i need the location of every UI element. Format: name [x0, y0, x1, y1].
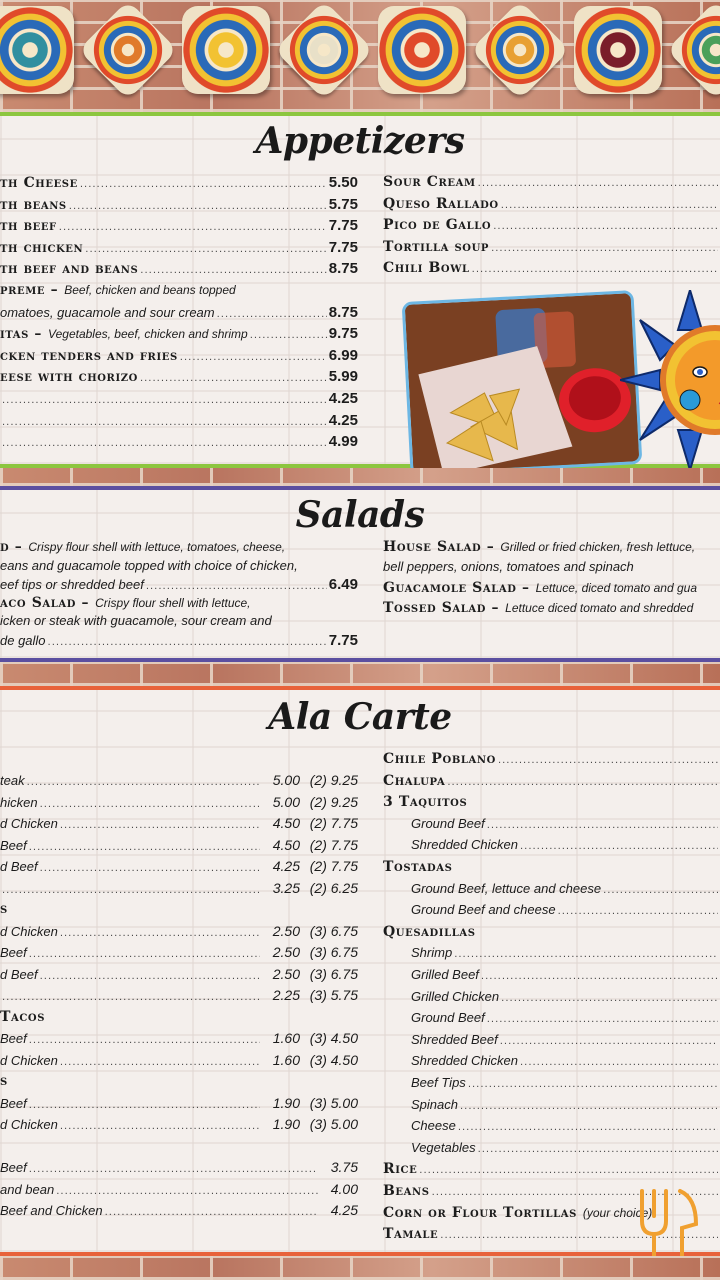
item-price: 7.75 — [328, 238, 358, 256]
menu-item — [0, 901, 358, 922]
talavera-sun-icon — [620, 290, 720, 470]
menu-item — [383, 902, 720, 923]
item-name: Tortilla soup — [383, 238, 490, 255]
item-name: Beef and Chicken — [0, 1203, 103, 1218]
item-price: 2.50 — [272, 944, 300, 960]
item-name: Beef — [0, 1160, 27, 1175]
menu-item — [383, 945, 720, 966]
item-name: d Chicken — [0, 1052, 58, 1068]
menu-item — [0, 433, 358, 454]
item-name: d Chicken — [0, 1117, 58, 1132]
dot-leader — [2, 395, 327, 406]
item-name: s — [0, 901, 8, 917]
menu-item — [0, 815, 358, 836]
dot-leader — [498, 755, 718, 766]
item-name: teak — [0, 773, 25, 788]
salads-title: Salads — [295, 494, 425, 536]
item-price: 6.49 — [328, 576, 358, 594]
dot-leader — [69, 201, 327, 212]
menu-item — [383, 773, 720, 794]
dot-leader — [419, 1165, 718, 1176]
item-price: 4.25 — [272, 858, 300, 874]
item-name: d Chicken — [0, 923, 58, 939]
menu-item — [0, 1052, 358, 1073]
item-multi-price: (3) 6.75 — [309, 922, 358, 939]
item-price: 1.60 — [272, 1051, 300, 1068]
item-price: 6.99 — [328, 346, 358, 364]
alacarte-title: Ala Carte — [268, 696, 452, 738]
dot-leader — [48, 637, 327, 648]
appetizers-title: Appetizers — [255, 120, 465, 162]
item-price: 2.50 — [272, 965, 300, 982]
item-description: Lettuce, diced tomato and gua — [535, 580, 698, 595]
item-price: 9.75 — [328, 325, 358, 343]
menu-item — [0, 260, 358, 281]
item-name: th beans — [0, 196, 67, 213]
item-multi-price: (2) 9.25 — [309, 772, 358, 788]
item-price: 4.99 — [328, 433, 358, 451]
dot-leader — [481, 971, 718, 982]
dot-leader — [60, 1121, 260, 1132]
dot-leader — [40, 863, 260, 874]
item-price: 2.25 — [272, 987, 300, 1003]
dot-leader — [478, 1144, 718, 1155]
dot-leader — [29, 842, 260, 853]
dot-leader — [2, 438, 327, 449]
item-name: Vegetables — [411, 1139, 476, 1155]
item-name: Quesadillas — [383, 923, 476, 940]
menu-item — [383, 1161, 720, 1182]
dot-leader — [501, 200, 718, 211]
menu-item — [383, 559, 720, 580]
menu-item — [383, 837, 720, 858]
dot-leader — [472, 264, 718, 275]
item-name: Shrimp — [411, 945, 453, 961]
item-name: d – — [0, 539, 23, 555]
item-name: omatoes, guacamole and sour cream — [0, 304, 215, 320]
dot-leader — [40, 971, 260, 982]
item-name: Tossed Salad – — [383, 600, 500, 617]
menu-item — [0, 412, 358, 433]
menu-item — [0, 632, 358, 653]
item-price: 5.75 — [328, 195, 358, 213]
dot-leader — [59, 222, 327, 233]
menu-item — [0, 239, 358, 260]
dot-leader — [468, 1079, 718, 1090]
item-name: eese with chorizo — [0, 369, 138, 386]
menu-item — [0, 1009, 358, 1030]
brick-gap-2 — [0, 662, 720, 686]
item-multi-price: (2) 6.25 — [309, 879, 358, 896]
item-description: Crispy flour shell with lettuce, — [95, 595, 251, 610]
dot-leader — [500, 1036, 718, 1047]
menu-item — [383, 1097, 720, 1118]
item-name: Tacos — [0, 1008, 46, 1025]
menu-item — [383, 1140, 720, 1161]
item-name: Rice — [383, 1161, 418, 1178]
item-name: Corn or Flour Tortillas — [383, 1204, 577, 1221]
item-name: Ground Beef — [411, 815, 485, 831]
fork-knife-logo-icon — [634, 1186, 704, 1266]
menu-item — [0, 347, 358, 368]
item-name: Shredded Chicken — [411, 1053, 518, 1069]
item-price: 5.50 — [328, 174, 358, 191]
dot-leader — [2, 992, 260, 1003]
item-name: Ground Beef, lettuce and cheese — [411, 880, 602, 896]
brick-gap-1 — [0, 468, 720, 486]
item-multi-price: (2) 7.75 — [309, 858, 358, 874]
item-price: 5.99 — [328, 368, 358, 386]
dot-leader — [80, 179, 327, 190]
dot-leader — [558, 906, 718, 917]
item-price: 1.60 — [272, 1030, 300, 1046]
item-name: aco Salad – — [0, 594, 90, 611]
item-multi-price: (3) 5.00 — [309, 1094, 358, 1111]
dot-leader — [447, 777, 718, 788]
item-name: icken or steak with guacamole, sour cream and — [0, 613, 272, 629]
item-price: 2.50 — [272, 922, 300, 939]
menu-item — [383, 859, 720, 880]
item-price: 4.25 — [328, 411, 358, 429]
menu-item — [0, 1138, 358, 1159]
item-name: Beef — [0, 945, 27, 960]
menu-item — [0, 858, 358, 879]
dot-leader — [140, 373, 327, 384]
menu-item — [383, 1010, 720, 1031]
item-name: Chili Bowl — [383, 260, 470, 277]
menu-item — [0, 923, 358, 944]
menu-item — [0, 966, 358, 987]
menu-item — [383, 174, 720, 195]
item-name: Queso Rallado — [383, 195, 499, 212]
menu-item — [0, 196, 358, 217]
dot-leader — [487, 820, 718, 831]
dot-leader — [85, 244, 327, 255]
item-name: Beef — [0, 1095, 27, 1111]
item-price: 3.75 — [330, 1159, 358, 1175]
item-name: Sour Cream — [383, 174, 476, 190]
dot-leader — [454, 949, 718, 960]
item-multi-price: (3) 4.50 — [309, 1030, 358, 1046]
menu-item — [383, 967, 720, 988]
dot-leader — [2, 417, 327, 428]
menu-item — [383, 196, 720, 217]
item-name: bell peppers, onions, tomatoes and spinach — [383, 559, 634, 575]
dot-leader — [140, 265, 327, 276]
item-price: 1.90 — [272, 1094, 300, 1111]
item-name: Chile Poblano — [383, 751, 496, 767]
item-multi-price: (2) 7.75 — [309, 836, 358, 853]
item-price: 1.90 — [272, 1116, 300, 1132]
chips-salsa-illustration — [405, 293, 643, 476]
item-description: Beef, chicken and beans topped — [64, 283, 236, 297]
menu-item — [383, 751, 720, 772]
dot-leader — [460, 1101, 718, 1112]
item-name: th beef — [0, 218, 57, 235]
item-price: 4.25 — [330, 1202, 358, 1218]
dot-leader — [60, 820, 260, 831]
item-name: d Beef — [0, 859, 38, 874]
menu-item — [383, 924, 720, 945]
menu-item — [0, 282, 358, 303]
item-name: Spinach — [411, 1096, 458, 1112]
item-name: Shredded Beef — [411, 1031, 498, 1047]
dot-leader — [2, 885, 260, 896]
item-name: eans and guacamole topped with choice of chicken, — [0, 557, 298, 573]
flower-tile-icon — [574, 6, 662, 94]
menu-item — [0, 1202, 358, 1223]
menu-item — [383, 580, 720, 601]
item-description: Lettuce diced tomato and shredded — [505, 601, 694, 616]
item-name: Beans — [383, 1183, 430, 1199]
menu-item — [0, 944, 358, 965]
menu-item — [0, 1030, 358, 1051]
item-name: Guacamole Salad – — [383, 579, 530, 596]
menu-item — [383, 239, 720, 260]
dot-leader — [27, 777, 260, 788]
menu-item — [0, 1095, 358, 1116]
item-name: de gallo — [0, 633, 46, 648]
item-multi-price: (3) 6.75 — [309, 965, 358, 982]
dot-leader — [501, 993, 718, 1004]
item-name: Grilled Chicken — [411, 988, 500, 1004]
item-price: 4.00 — [330, 1180, 358, 1197]
item-multi-price: (2) 9.25 — [309, 793, 358, 810]
dot-leader — [29, 949, 260, 960]
item-price: 7.75 — [328, 217, 358, 235]
item-name: and bean — [0, 1181, 55, 1197]
dot-leader — [56, 1186, 318, 1197]
menu-item — [383, 217, 720, 238]
menu-item — [383, 881, 720, 902]
dot-leader — [520, 1057, 718, 1068]
menu-item — [0, 837, 358, 858]
item-name: preme – — [0, 282, 59, 298]
menu-item — [0, 987, 358, 1008]
menu-item — [0, 880, 358, 901]
item-multi-price: (3) 6.75 — [309, 944, 358, 960]
menu-item — [0, 174, 358, 195]
item-multi-price: (3) 5.00 — [309, 1116, 358, 1132]
dot-leader — [105, 1207, 318, 1218]
item-name: Beef — [0, 837, 27, 853]
dot-leader — [29, 1100, 260, 1111]
item-name: Tostadas — [383, 859, 453, 875]
dot-leader — [520, 841, 718, 852]
item-name: Chalupa — [383, 772, 446, 789]
item-description: Vegetables, beef, chicken and shrimp — [48, 327, 248, 342]
dot-leader — [217, 309, 327, 320]
item-description: Crispy flour shell with lettuce, tomatoes, cheese, — [28, 540, 286, 554]
item-price: 4.50 — [272, 815, 300, 831]
menu-item — [383, 1032, 720, 1053]
menu-item — [383, 1053, 720, 1074]
dot-leader — [146, 581, 327, 592]
menu-item — [0, 1159, 358, 1180]
menu-item — [383, 260, 720, 281]
item-name: th chicken — [0, 239, 84, 256]
dot-leader — [487, 1014, 718, 1025]
footer-brick-strip — [0, 1256, 720, 1280]
item-name: Tamale — [383, 1226, 439, 1243]
menu-item — [383, 600, 720, 621]
dot-leader — [491, 243, 718, 254]
item-price: 8.75 — [328, 303, 358, 321]
item-price: 3.25 — [272, 879, 300, 896]
item-name: d Beef — [0, 966, 38, 982]
item-name: d Chicken — [0, 816, 58, 831]
chips-salsa-photo — [402, 290, 643, 476]
dot-leader — [60, 1057, 260, 1068]
dot-leader — [40, 799, 260, 810]
menu-item — [383, 1118, 720, 1139]
item-name: s — [0, 1073, 8, 1089]
menu-item — [0, 1116, 358, 1137]
item-name: Beef Tips — [411, 1075, 466, 1090]
item-name: Cheese — [411, 1118, 456, 1134]
menu-item — [0, 325, 358, 346]
item-name: Shredded Chicken — [411, 837, 518, 853]
item-name: th beef and beans — [0, 261, 139, 278]
dot-leader — [603, 885, 718, 896]
dot-leader — [60, 928, 260, 939]
item-description: Grilled or fried chicken, fresh lettuce, — [500, 540, 696, 554]
menu-item — [0, 794, 358, 815]
flower-tile-icon — [182, 6, 270, 94]
flower-tile-icon — [378, 6, 466, 94]
dot-leader — [458, 1122, 718, 1133]
item-name: th Cheese — [0, 175, 78, 191]
item-name: Ground Beef — [411, 1010, 485, 1026]
menu-item — [0, 368, 358, 389]
item-price: 8.75 — [328, 260, 358, 278]
menu-item — [383, 539, 720, 560]
item-price: 5.00 — [272, 772, 300, 788]
menu-item — [0, 304, 358, 325]
item-name: eef tips or shredded beef — [0, 577, 144, 593]
menu-item — [0, 217, 358, 238]
item-description: (your choice) — [582, 1205, 653, 1220]
menu-item — [0, 390, 358, 411]
dot-leader — [478, 178, 718, 189]
menu-item — [0, 772, 358, 793]
item-price: 4.50 — [272, 836, 300, 853]
flower-tile-icon — [0, 6, 74, 94]
menu-item — [0, 1073, 358, 1094]
item-name: House Salad – — [383, 539, 495, 555]
menu-item — [383, 989, 720, 1010]
item-name: Ground Beef and cheese — [411, 902, 556, 918]
dot-leader — [29, 1035, 260, 1046]
menu-item — [383, 794, 720, 815]
item-multi-price: (2) 7.75 — [309, 815, 358, 831]
item-multi-price: (3) 5.75 — [309, 987, 358, 1003]
item-name: Pico de Gallo — [383, 217, 492, 234]
dot-leader — [180, 352, 327, 363]
item-name: Beef — [0, 1031, 27, 1046]
item-name: itas – — [0, 326, 43, 343]
item-name: Grilled Beef — [411, 967, 479, 982]
item-name: 3 Taquitos — [383, 794, 468, 811]
item-price: 4.25 — [328, 390, 358, 407]
item-price: 7.75 — [328, 632, 358, 649]
menu-item — [383, 1075, 720, 1096]
item-name: hicken — [0, 794, 38, 810]
dot-leader — [250, 330, 327, 341]
item-name: cken tenders and fries — [0, 347, 178, 364]
menu-item — [0, 1181, 358, 1202]
item-multi-price: (3) 4.50 — [309, 1051, 358, 1068]
dot-leader — [493, 221, 718, 232]
item-price: 5.00 — [272, 793, 300, 810]
menu-item — [383, 816, 720, 837]
dot-leader — [29, 1164, 318, 1175]
